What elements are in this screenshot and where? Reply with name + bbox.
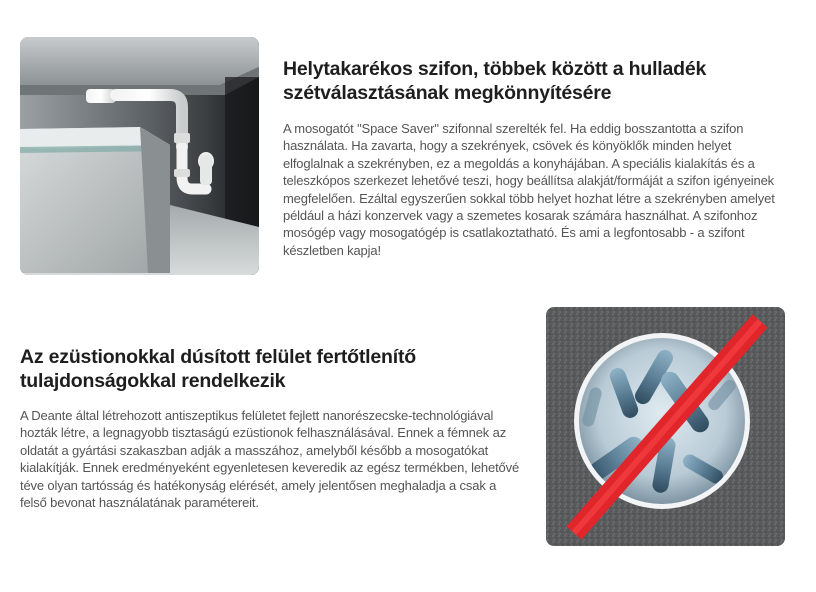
bacteria-crossed-out-photo — [546, 307, 785, 546]
bacteria-image — [546, 307, 785, 546]
siphon-image — [20, 37, 259, 275]
silver-ions-description: A Deante által létrehozott antiszeptikus felületet fejlett nanorészecske-technológiával hozták létre, a legnagyobb tisztaságú ezüstionok felhasználásával. Ennek a fémnek az oldatát a gyártási szakaszban adják a masszához, amelyből később a mosogatókat kialakítják. Ennek eredményeként egyenletesen keveredik az egész termékben, lehetővé téve olyan tartósság és hatékonyság elérését, amely jelentősen meghaladja a csak a felső bevonat használatának paramétereit. — [20, 408, 520, 511]
siphon-under-sink-photo — [20, 37, 259, 275]
siphon-description: A mosogatót "Space Saver" szifonnal szerelték fel. Ha eddig bosszantotta a szifon használata. Ha zavarta, hogy a szekrények, csövek és könyöklők minden helyet elfoglalnak a szekrényben, ez a megoldás a konyhájában. A speciális kialakítás és a teleszkópos szerkezet lehetővé teszi, hogy beállítsa alakját/formáját a szifon igényeinek megfelelően. Ezáltal egyszerűen sokkal több helyet hozhat létre a szekrényben amelyet például a házi konzervek vagy a szemetes kosarak számára használhat. A szifonhoz mosógép vagy mosogatógép is csatlakoztatható. És ami a legfontosabb - a szifont készletben kapja! — [283, 121, 775, 258]
silver-ions-heading: Az ezüstionokkal dúsított felület fertőtlenítő tulajdonságokkal rendelkezik — [20, 346, 416, 392]
siphon-heading: Helytakarékos szifon, többek között a hulladék szétválasztásának megkönnyítésére — [283, 58, 707, 104]
